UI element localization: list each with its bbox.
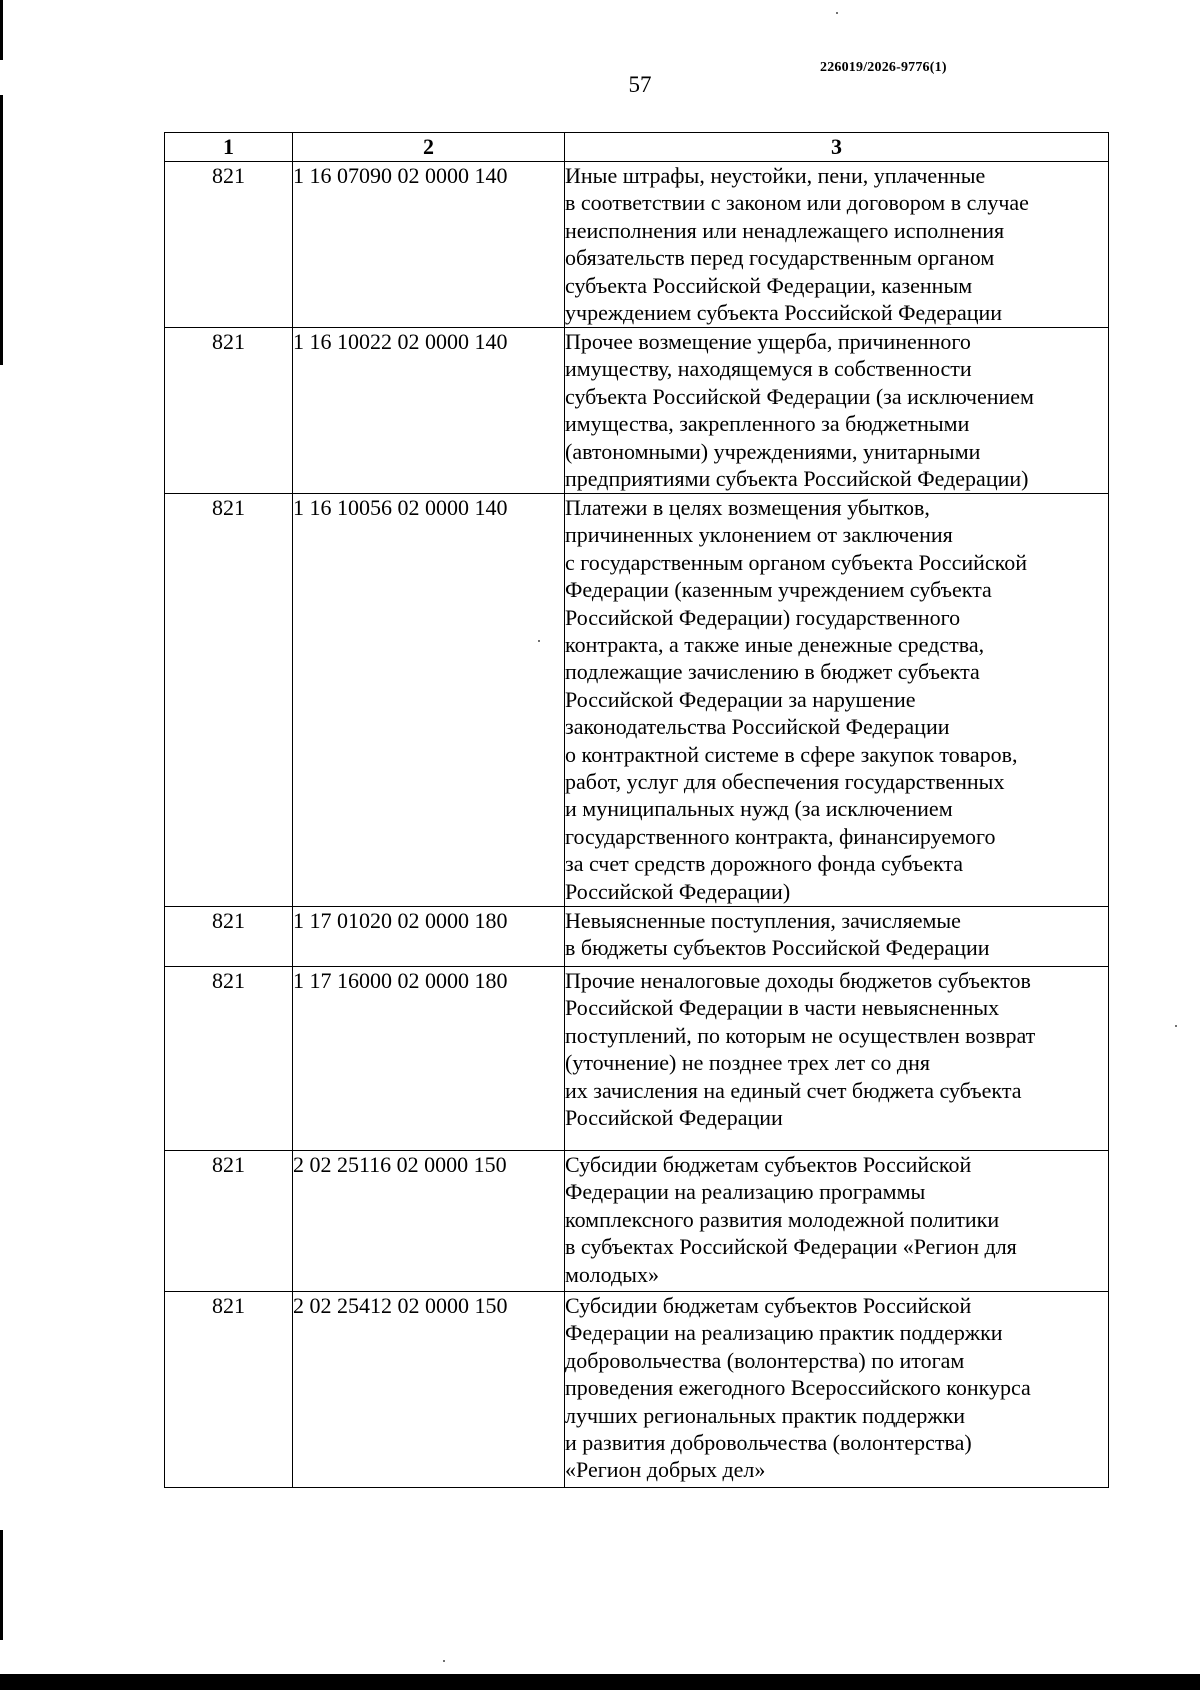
admin-code-cell: 821 — [165, 967, 293, 1151]
column-header: 3 — [565, 133, 1109, 162]
description-cell: Субсидии бюджетам субъектов Российской Федерации на реализацию практик поддержки добровольчества (волонтерства) по итогам проведения ежегодного Всероссийского конкурса лучших региональных практик поддержки и развития добровольчества (волонтерства) «Регион добрых дел» — [565, 1292, 1109, 1488]
scan-speck — [836, 12, 838, 14]
description-cell: Прочее возмещение ущерба, причиненного имуществу, находящемуся в собственности субъекта Российской Федерации (за исключением имущества, закрепленного за бюджетными (автономными) учреждениями, унитарными предприятиями субъекта Российской Федерации) — [565, 328, 1109, 494]
admin-code-cell: 821 — [165, 328, 293, 494]
kbk-code-cell: 2 02 25412 02 0000 150 — [293, 1292, 565, 1488]
table-header-row — [165, 133, 1109, 162]
table-row — [165, 967, 1109, 1151]
admin-code-cell: 821 — [165, 162, 293, 328]
scan-speck — [443, 1660, 445, 1662]
scan-bottom-edge — [0, 1674, 1200, 1690]
admin-code-cell: 821 — [165, 1151, 293, 1292]
table-row — [165, 162, 1109, 328]
description-cell: Иные штрафы, неустойки, пени, уплаченные в соответствии с законом или договором в случае неисполнения или ненадлежащего исполнения обязательств перед государственным органом субъекта Российской Федерации, казенным учреждением субъекта Российской Федерации — [565, 162, 1109, 328]
admin-code-cell: 821 — [165, 1292, 293, 1488]
scan-edge-marks — [0, 0, 4, 1690]
kbk-code-cell: 2 02 25116 02 0000 150 — [293, 1151, 565, 1292]
column-header: 1 — [165, 133, 293, 162]
table-row — [165, 907, 1109, 967]
scan-speck — [1175, 1025, 1177, 1027]
kbk-code-cell: 1 17 16000 02 0000 180 — [293, 967, 565, 1151]
kbk-code-cell: 1 16 07090 02 0000 140 — [293, 162, 565, 328]
admin-code-cell: 821 — [165, 494, 293, 907]
column-header: 2 — [293, 133, 565, 162]
table-row — [165, 494, 1109, 907]
description-cell: Невыясненные поступления, зачисляемые в бюджеты субъектов Российской Федерации — [565, 907, 1109, 967]
description-cell: Платежи в целях возмещения убытков, причиненных уклонением от заключения с государственным органом субъекта Российской Федерации (казенным учреждением субъекта Российской Федерации) государственного контракта, а также иные денежные средства, подлежащие зачислению в бюджет субъекта Российской Федерации за нарушение законодательства Российской Федерации о контрактной системе в сфере закупок товаров, работ, услуг для обеспечения государственных и муниципальных нужд (за исключением государственного контракта, финансируемого за счет средств дорожного фонда субъекта Российской Федерации) — [565, 494, 1109, 907]
description-cell: Прочие неналоговые доходы бюджетов субъектов Российской Федерации в части невыясненных поступлений, по которым не осуществлен возврат (уточнение) не позднее трех лет со дня их зачисления на единый счет бюджета субъекта Российской Федерации — [565, 967, 1109, 1151]
document-code: 226019/2026-9776(1) — [820, 60, 947, 75]
kbk-code-cell: 1 17 01020 02 0000 180 — [293, 907, 565, 967]
page-number: 57 — [628, 72, 652, 97]
admin-code-cell: 821 — [165, 907, 293, 967]
revenue-codes-table — [164, 132, 1109, 1488]
kbk-code-cell: 1 16 10056 02 0000 140 — [293, 494, 565, 907]
table-row — [165, 1151, 1109, 1292]
table-row — [165, 1292, 1109, 1488]
description-cell: Субсидии бюджетам субъектов Российской Федерации на реализацию программы комплексного развития молодежной политики в субъектах Российской Федерации «Регион для молодых» — [565, 1151, 1109, 1292]
kbk-code-cell: 1 16 10022 02 0000 140 — [293, 328, 565, 494]
table-row — [165, 328, 1109, 494]
